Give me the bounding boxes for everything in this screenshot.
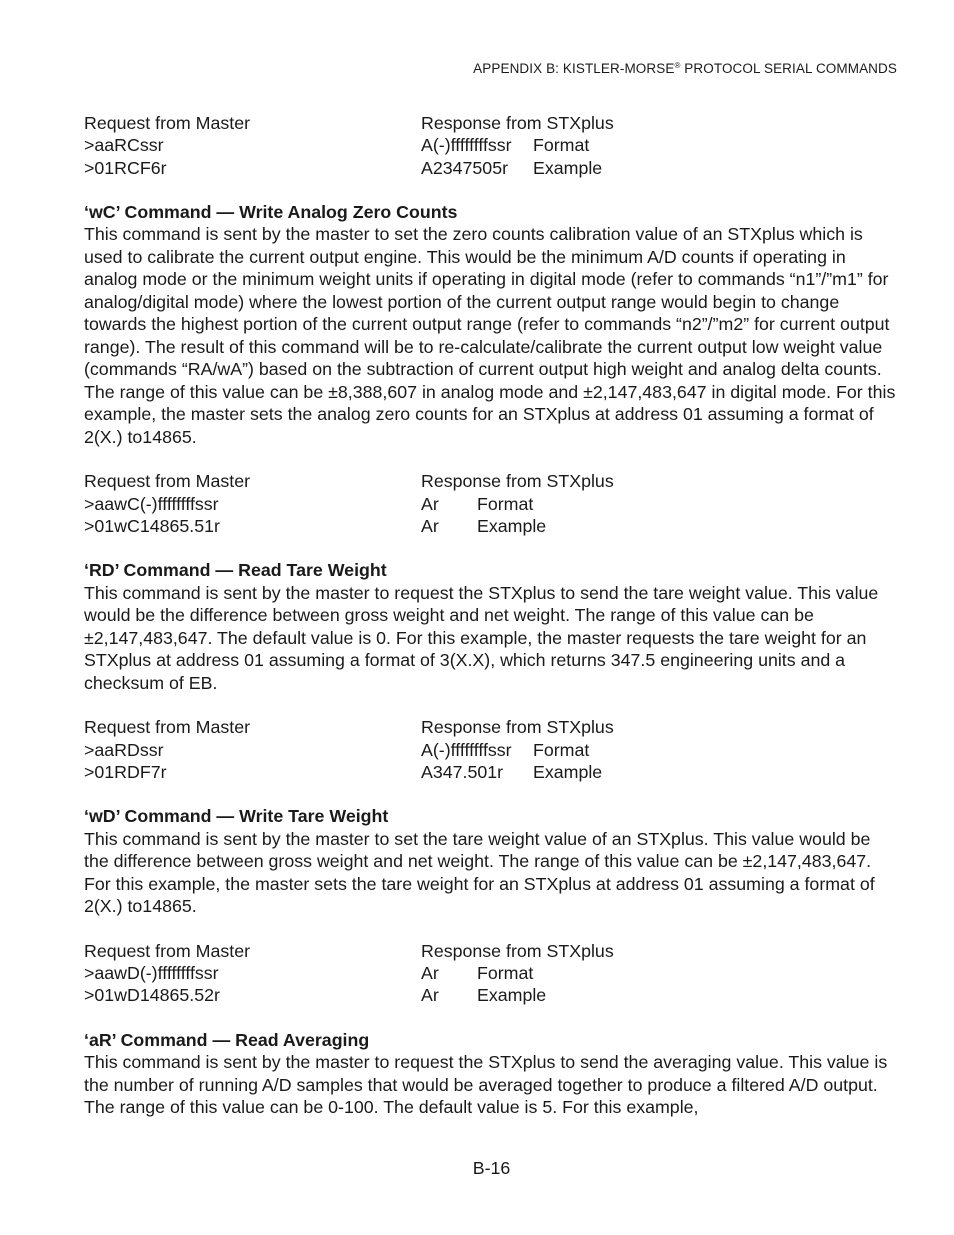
format-response: A(-)ffffffffssr (421, 135, 512, 156)
format-request: >aawD(-)ffffffffssr (84, 962, 219, 983)
format-label: Format (477, 493, 534, 514)
format-label: Format (533, 739, 590, 760)
example-response: Ar (421, 985, 439, 1006)
example-row (84, 984, 899, 1006)
format-response: A(-)ffffffffssr (421, 739, 512, 760)
running-header (473, 61, 897, 76)
request-header: Request from Master (84, 471, 251, 492)
registered-mark: ® (674, 61, 681, 70)
section-body-rd: This command is sent by the master to request the STXplus to send the tare weight value. This value would be the difference between gross weight and net weight. The range of this value can be ±2,147,483,647. The default value is 0. For this example, the master requests the tare weight for an STXplus at address 01 assuming a format of 3(X.X), which returns 347.5 engineering units and a checksum of EB. (84, 582, 879, 693)
command-table-rc (84, 112, 899, 179)
page-content (84, 112, 899, 1119)
example-response: Ar (421, 515, 439, 536)
table-header-row (84, 470, 899, 492)
response-header: Response from STXplus (421, 717, 614, 738)
format-response: Ar (421, 962, 439, 983)
example-row (84, 761, 899, 783)
page-number: B-16 (472, 1158, 511, 1178)
format-row (84, 493, 899, 515)
example-label: Example (533, 761, 603, 782)
running-header-text-end: PROTOCOL SERIAL COMMANDS (680, 61, 897, 76)
example-request: >01RDF7r (84, 761, 167, 782)
example-request: >01wD14865.52r (84, 985, 220, 1006)
example-row (84, 157, 899, 179)
format-response: Ar (421, 493, 439, 514)
format-request: >aaRDssr (84, 739, 164, 760)
section-title-wd: ‘wD’ Command — Write Tare Weight (84, 806, 389, 827)
section-body-ar: This command is sent by the master to request the STXplus to send the averaging value. This value is the number of running A/D samples that would be averaged together to produce a filtered A/D output. The range of this value can be 0-100. The default value is 5. For this example, (84, 1052, 888, 1118)
example-row (84, 515, 899, 537)
section-title-rd: ‘RD’ Command — Read Tare Weight (84, 560, 387, 581)
section-body-wd: This command is sent by the master to set the tare weight value of an STXplus. This value would be the difference between gross weight and net weight. The range of this value can be ±2,147,483,647. For this example, the master sets the tare weight for an STXplus at address 01 assuming a format of 2(X.) to14865. (84, 828, 875, 917)
response-header: Response from STXplus (421, 113, 614, 133)
format-label: Format (477, 962, 534, 983)
request-header: Request from Master (84, 717, 251, 738)
command-table-wc (84, 470, 899, 537)
running-header-text: APPENDIX B: KISTLER-MORSE (473, 61, 675, 76)
example-label: Example (477, 515, 547, 536)
section-title-wc: ‘wC’ Command — Write Analog Zero Counts (84, 201, 458, 222)
format-request: >aaRCssr (84, 135, 164, 156)
example-label: Example (533, 157, 603, 178)
format-request: >aawC(-)ffffffffssr (84, 493, 219, 514)
response-header: Response from STXplus (421, 471, 614, 492)
format-row (84, 962, 899, 984)
table-header-row (84, 716, 899, 738)
section-body-wc: This command is sent by the master to set the zero counts calibration value of an STXplus which is used to calibrate the current output engine. This would be the minimum A/D counts if operating in analog mode or the minimum weight units if operating in digital mode (refer to commands “n1”/”m1” for analog/digital mode) where the lowest portion of the current output range would begin to change towards the highest portion of the current output range (refer to commands “n2”/”m2” for current output range). The result of this command will be to re-calculate/calibrate the current output low weight value (commands “RA/wA”) based on the subtraction of current output high weight and analog delta counts. The range of this value can be ±8,388,607 in analog mode and ±2,147,483,647 in digital mode. For this example, the master sets the analog zero counts for an STXplus at address 01 assuming a format of 2(X.) to14865. (84, 224, 896, 447)
format-row (84, 134, 899, 156)
example-request: >01wC14865.51r (84, 515, 220, 536)
response-header: Response from STXplus (421, 940, 614, 961)
request-header: Request from Master (84, 113, 251, 133)
format-row (84, 739, 899, 761)
example-request: >01RCF6r (84, 157, 167, 178)
example-response: A347.501r (421, 761, 504, 782)
example-label: Example (477, 985, 547, 1006)
example-response: A2347505r (421, 157, 509, 178)
section-title-ar: ‘aR’ Command — Read Averaging (84, 1029, 370, 1050)
table-header-row (84, 940, 899, 962)
command-table-rd (84, 716, 899, 783)
format-label: Format (533, 135, 590, 156)
table-header-row (84, 112, 899, 134)
command-table-wd (84, 940, 899, 1007)
request-header: Request from Master (84, 940, 251, 961)
